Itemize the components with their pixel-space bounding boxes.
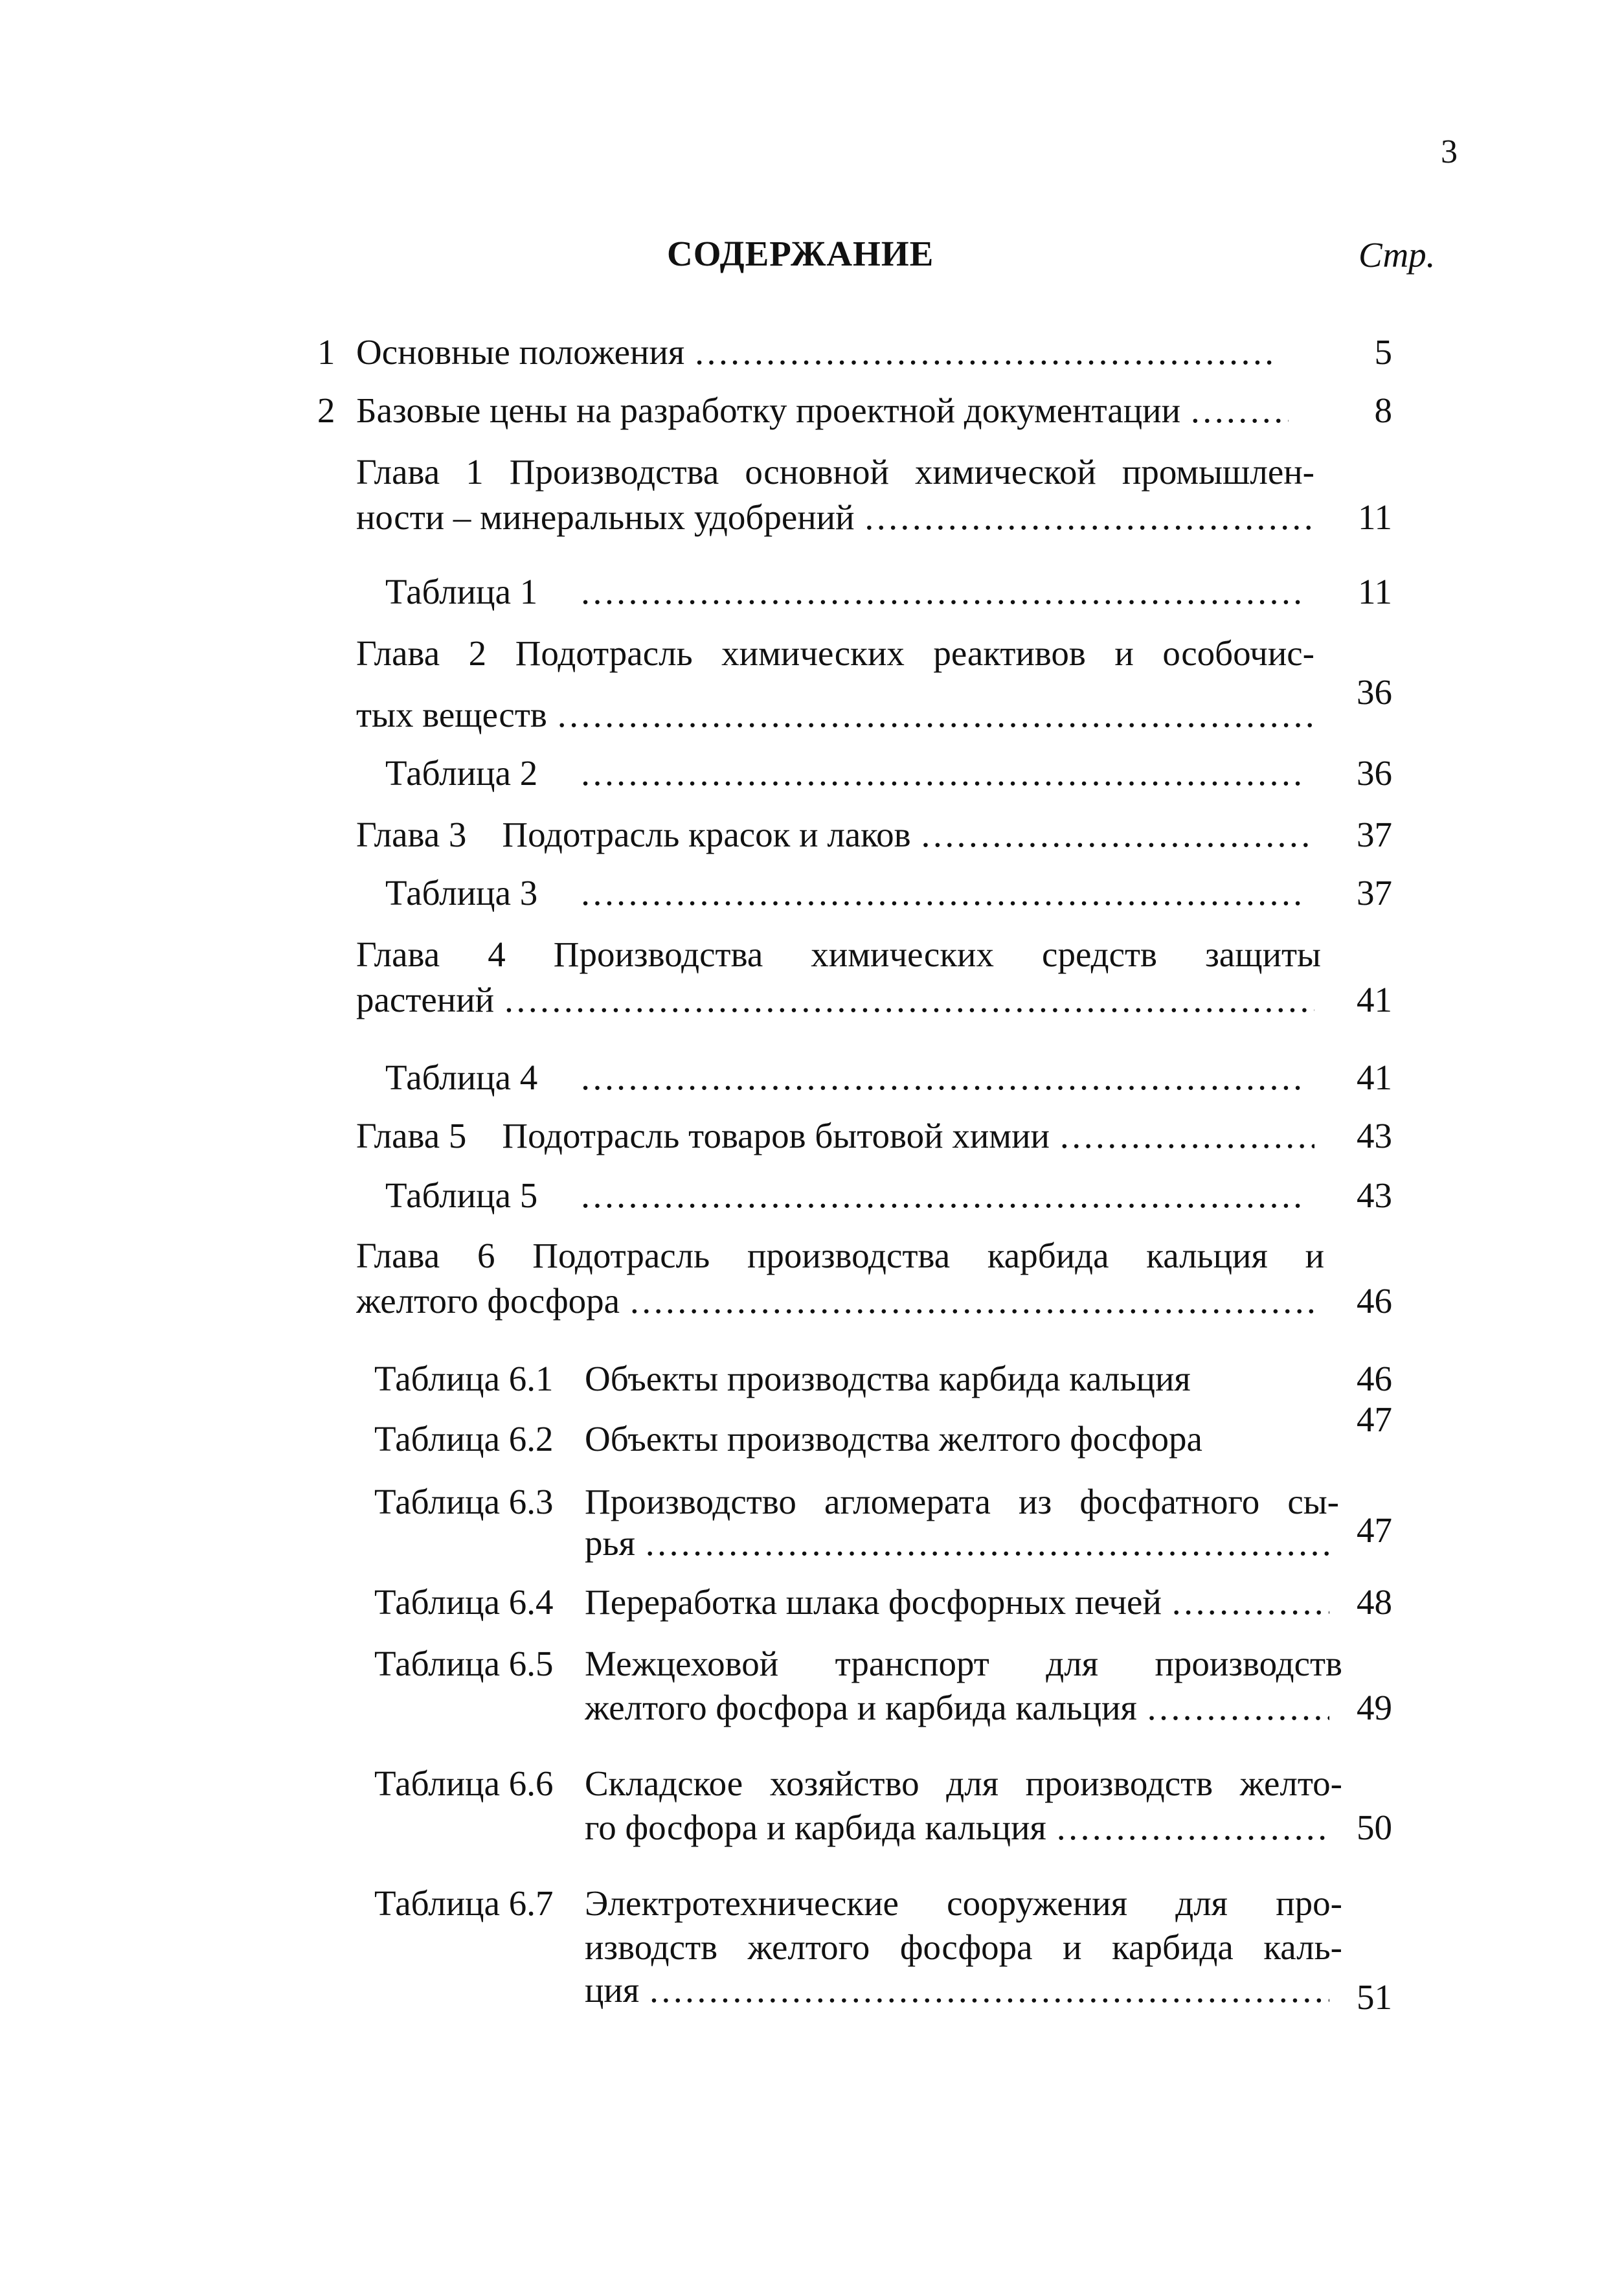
entry-page: 46 [1357,1359,1392,1398]
entry-page: 46 [1357,1281,1392,1321]
entry-leader [580,1056,1305,1100]
entry-text-line1: Складское хозяйство для производств желто- [585,1764,1342,1803]
entry-label: Таблица 6.1 [374,1359,554,1398]
toc-entry[interactable] [374,1400,1392,1462]
entry-text-line2: тых веществ ……………………………………………………………………………………………………………………………………………………… [356,693,1314,737]
entry-leader [580,1174,1305,1218]
page-number: 3 [1441,133,1458,170]
entry-text-line1: Глава 1 Производства основной химической промышлен- [356,452,1314,492]
entry-text: Таблица 5 [385,1176,538,1215]
entry-page: 50 [1357,1808,1392,1847]
entry-page: 43 [1357,1176,1392,1215]
entry-page: 41 [1357,980,1392,1019]
entry-text: Глава 5 Подотрасль товаров бытовой химии ……………………………………………………………………………………………………………………………………………………… [356,1114,1314,1158]
toc-entry[interactable] [385,1174,1392,1219]
entry-page: 51 [1357,1977,1392,2017]
entry-page: 5 [1374,332,1392,372]
entry-text-line2: ности – минеральных удобрений ……………………………………………………………………………………………………………………………………………………… [356,495,1314,540]
toc-entry[interactable] [374,1580,1392,1626]
entry-text: Объекты производства желтого фосфора [585,1419,1202,1459]
toc-title: СОДЕРЖАНИЕ [667,234,934,273]
entry-page: 8 [1374,391,1392,430]
toc-entry[interactable] [374,1881,1392,2017]
entry-text-line2: растений ……………………………………………………………………………………………………………………………………………………… [356,978,1314,1022]
entry-leader [580,871,1305,915]
entry-page: 37 [1357,873,1392,913]
toc-entry[interactable] [356,933,1392,1023]
toc-entry[interactable] [385,751,1392,797]
entry-text-line2: рья ……………………………………………………………………………………………………………………………………………………… [585,1521,1329,1565]
entry-page: 47 [1357,1510,1392,1550]
entry-text: Таблица 1 [385,572,538,611]
toc-entry[interactable] [374,1480,1392,1571]
entry-text: Глава 3 Подотрасль красок и лаков ……………………………………………………………………………………………………………………………………………………… [356,813,1314,857]
entry-text-line1: Межцеховой транспорт для производств [585,1644,1342,1683]
entry-text-line2: изводств желтого фосфора и карбида каль- [585,1927,1342,1967]
entry-text-line1: Производство агломерата из фосфатного сы- [585,1482,1339,1521]
toc-entry[interactable] [374,1642,1392,1732]
entry-text: Переработка шлака фосфорных печей ……………………………………………………………………………………………………………………………………………………… [585,1580,1329,1624]
entry-page: 49 [1357,1688,1392,1727]
toc-entry[interactable] [356,631,1392,742]
entry-text-line1: Глава 6 Подотрасль производства карбида кальция и [356,1236,1324,1275]
entry-page: 37 [1357,815,1392,854]
entry-text-line2: желтого фосфора ……………………………………………………………………………………………………………………………………………………… [356,1279,1314,1323]
entry-label: Таблица 6.6 [374,1764,554,1803]
toc-entry[interactable] [385,1056,1392,1101]
toc-entry[interactable] [356,1234,1392,1324]
entry-page: 11 [1358,497,1392,537]
toc-entry[interactable] [374,1762,1392,1852]
entry-label: Таблица 6.7 [374,1883,554,1923]
toc-entry[interactable] [356,813,1392,858]
entry-page: 36 [1357,753,1392,793]
entry-text: Базовые цены на разработку проектной документации ……………………………………………………………………………………………………………………………………………………… [356,389,1289,433]
entry-number: 1 [317,332,335,372]
entry-label: Таблица 6.5 [374,1644,554,1683]
entry-text-line3: ция ……………………………………………………………………………………………………………………………………………………… [585,1968,1329,2012]
entry-page: 36 [1357,672,1392,712]
page-column-header: Стр. [1359,235,1436,275]
toc-entry[interactable] [317,389,1392,434]
toc-entry[interactable] [356,450,1392,541]
entry-label: Таблица 6.2 [374,1419,554,1459]
toc-entry[interactable] [356,1114,1392,1159]
toc-entry[interactable] [374,1357,1392,1402]
entry-text-line1: Глава 4 Производства химических средств защиты [356,935,1321,974]
entry-number: 2 [317,391,335,430]
entry-text: Таблица 4 [385,1058,538,1097]
entry-text-line2: желтого фосфора и карбида кальция ……………………………………………………………………………………………………………………………………………………… [585,1686,1329,1730]
entry-text: Таблица 2 [385,753,538,793]
entry-leader [580,751,1305,795]
entry-text: Таблица 3 [385,873,538,913]
entry-text-line2: го фосфора и карбида кальция ……………………………………………………………………………………………………………………………………………………… [585,1806,1329,1850]
entry-page: 41 [1357,1058,1392,1097]
entry-page: 47 [1357,1400,1392,1439]
entry-text: Объекты производства карбида кальция [585,1359,1191,1398]
entry-label: Таблица 6.3 [374,1482,554,1521]
entry-leader [580,570,1305,614]
entry-page: 48 [1357,1582,1392,1622]
toc-entry[interactable] [385,871,1392,916]
entry-page: 11 [1358,572,1392,611]
entry-page: 43 [1357,1116,1392,1155]
entry-text-line1: Электротехнические сооружения для про- [585,1883,1342,1923]
entry-text: Основные положения ……………………………………………………………………………………………………………………………………………………… [356,330,1276,374]
entry-label: Таблица 6.4 [374,1582,554,1622]
entry-text-line1: Глава 2 Подотрасль химических реактивов и особочис- [356,633,1314,673]
toc-entry[interactable] [385,570,1392,615]
toc-entry[interactable] [317,330,1392,376]
